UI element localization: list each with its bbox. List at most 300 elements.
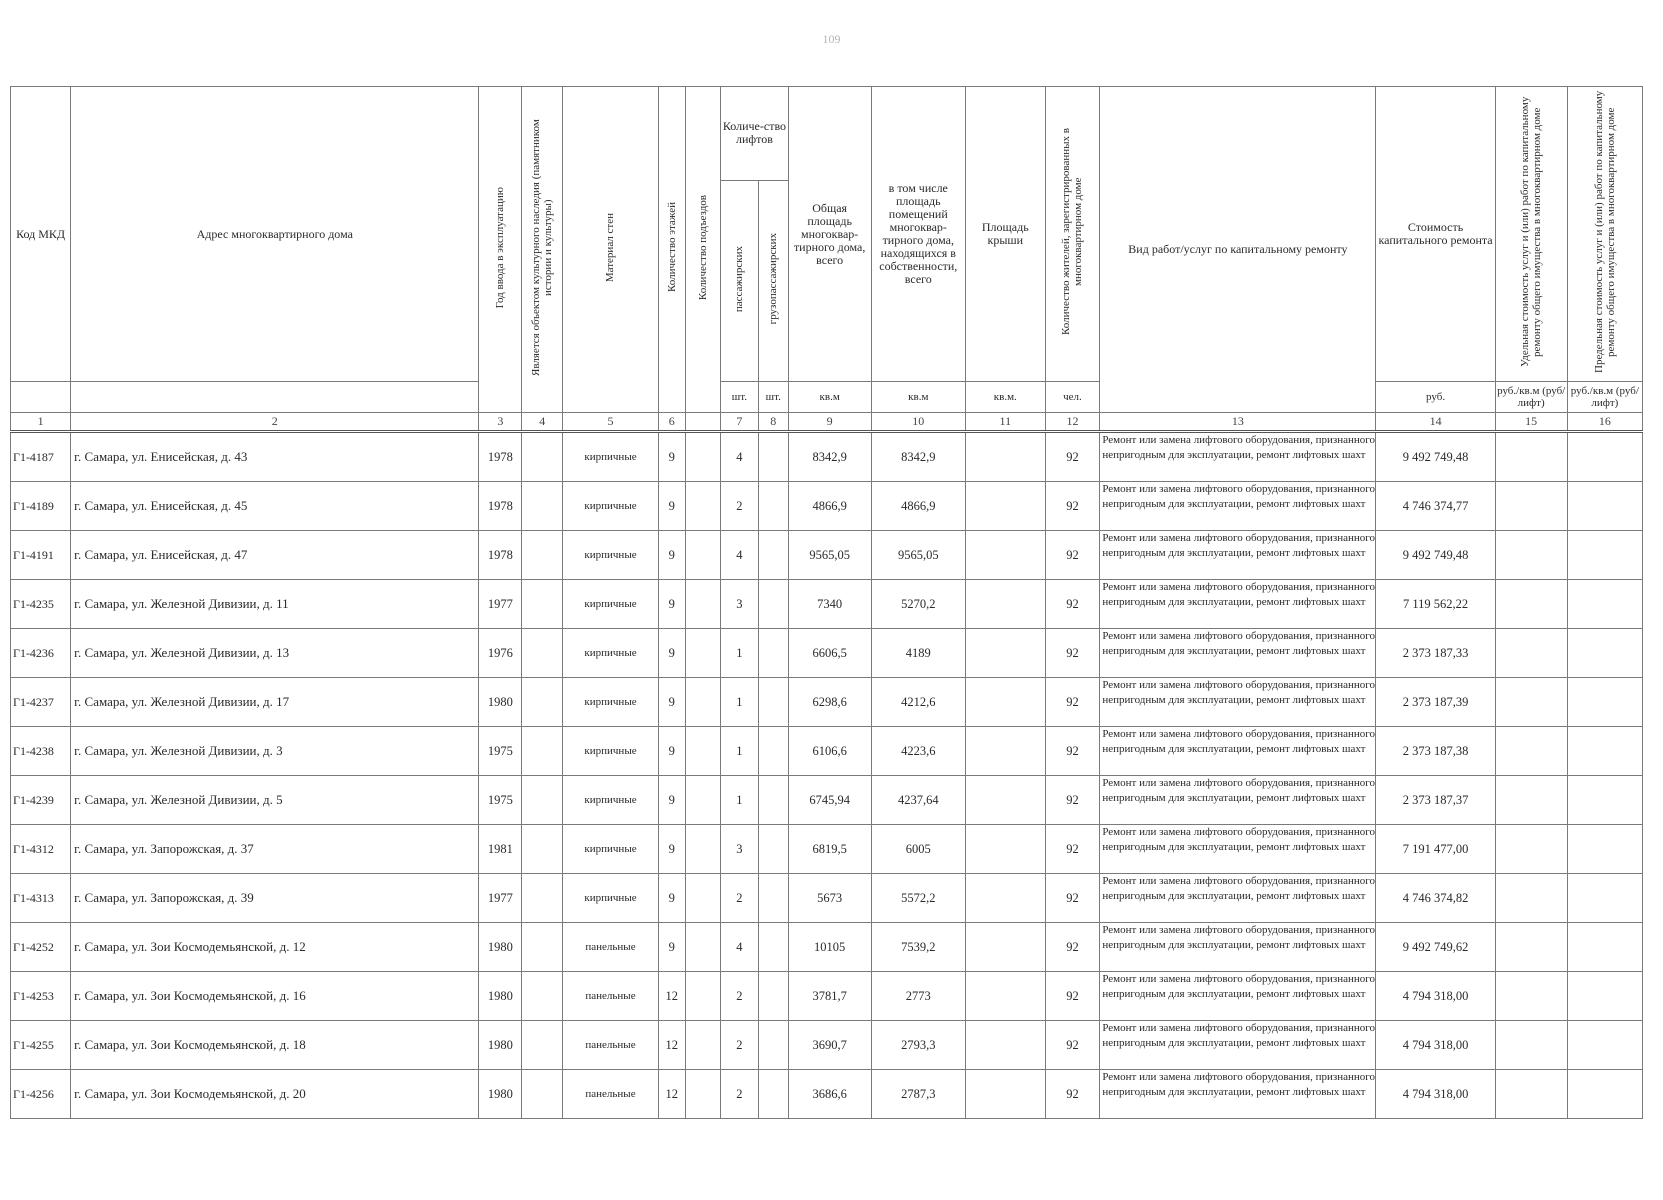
unit-total-area: кв.м [788, 382, 871, 413]
row-lifts-passenger: 2 [721, 972, 759, 1021]
table-row [11, 629, 1643, 678]
row-residents: 92 [1045, 874, 1100, 923]
row-cost: 4 794 318,00 [1376, 1070, 1495, 1119]
row-heritage [522, 432, 563, 482]
row-owned-area: 2787,3 [871, 1070, 966, 1119]
row-heritage [522, 1021, 563, 1070]
colnum: 5 [563, 413, 659, 432]
header-passenger-text: пассажирских [733, 245, 746, 312]
row-lifts-freight [758, 825, 788, 874]
table-row [11, 432, 1643, 482]
row-lifts-passenger: 2 [721, 482, 759, 531]
unit-empty [11, 382, 71, 413]
row-roof-area [966, 531, 1046, 580]
row-year: 1980 [479, 923, 522, 972]
row-material: кирпичные [563, 629, 659, 678]
row-owned-area: 9565,05 [871, 531, 966, 580]
row-entrances [685, 874, 720, 923]
row-address: г. Самара, ул. Зои Космодемьянской, д. 18 [71, 1021, 479, 1070]
row-heritage [522, 678, 563, 727]
row-material: кирпичные [563, 727, 659, 776]
row-floors: 9 [658, 629, 685, 678]
row-year: 1975 [479, 727, 522, 776]
row-work: Ремонт или замена лифтового оборудования, признанного непригодным для эксплуатации, ремонт лифтовых шахт [1100, 923, 1376, 972]
colnum: 9 [788, 413, 871, 432]
table-row [11, 923, 1643, 972]
unit-lifts-passenger: шт. [721, 382, 759, 413]
row-floors: 9 [658, 825, 685, 874]
row-unit-cost [1495, 629, 1567, 678]
table-header [11, 87, 1643, 432]
row-cost: 9 492 749,48 [1376, 432, 1495, 482]
colnum: 16 [1567, 413, 1642, 432]
row-lifts-passenger: 4 [721, 531, 759, 580]
header-work: Вид работ/услуг по капитальному ремонту [1100, 87, 1376, 413]
row-owned-area: 4866,9 [871, 482, 966, 531]
row-floors: 9 [658, 432, 685, 482]
colnum: 4 [522, 413, 563, 432]
row-code: Г1-4238 [11, 727, 71, 776]
row-address: г. Самара, ул. Зои Космодемьянской, д. 12 [71, 923, 479, 972]
row-year: 1975 [479, 776, 522, 825]
row-lifts-freight [758, 776, 788, 825]
row-lifts-freight [758, 923, 788, 972]
row-floors: 9 [658, 727, 685, 776]
row-owned-area: 4212,6 [871, 678, 966, 727]
row-year: 1980 [479, 972, 522, 1021]
row-total-area: 3690,7 [788, 1021, 871, 1070]
row-lifts-freight [758, 432, 788, 482]
row-heritage [522, 776, 563, 825]
row-cost: 9 492 749,62 [1376, 923, 1495, 972]
row-total-area: 3781,7 [788, 972, 871, 1021]
header-entrances [685, 87, 720, 413]
row-max-cost [1567, 678, 1642, 727]
row-work: Ремонт или замена лифтового оборудования, признанного непригодным для эксплуатации, ремонт лифтовых шахт [1100, 1070, 1376, 1119]
row-heritage [522, 727, 563, 776]
row-owned-area: 2793,3 [871, 1021, 966, 1070]
row-work: Ремонт или замена лифтового оборудования, признанного непригодным для эксплуатации, ремонт лифтовых шахт [1100, 482, 1376, 531]
row-address: г. Самара, ул. Железной Дивизии, д. 11 [71, 580, 479, 629]
row-entrances [685, 1021, 720, 1070]
header-residents [1045, 87, 1100, 382]
column-numbers-row [11, 413, 1643, 432]
colnum: 6 [658, 413, 685, 432]
row-address: г. Самара, ул. Енисейская, д. 45 [71, 482, 479, 531]
header-floors-text: Количество этажей [665, 202, 678, 293]
row-heritage [522, 531, 563, 580]
row-heritage [522, 629, 563, 678]
row-floors: 9 [658, 923, 685, 972]
row-residents: 92 [1045, 629, 1100, 678]
row-max-cost [1567, 1021, 1642, 1070]
colnum: 12 [1045, 413, 1100, 432]
colnum [685, 413, 720, 432]
unit-roof-area: кв.м. [966, 382, 1046, 413]
row-address: г. Самара, ул. Запорожская, д. 39 [71, 874, 479, 923]
row-max-cost [1567, 727, 1642, 776]
header-unit-cost-text: Удельная стоимость услуг и (или) работ по капитальному ремонту общего имущества в многоквартирном доме [1519, 96, 1544, 368]
row-entrances [685, 629, 720, 678]
row-owned-area: 2773 [871, 972, 966, 1021]
row-material: панельные [563, 1021, 659, 1070]
row-lifts-freight [758, 1021, 788, 1070]
row-cost: 4 746 374,77 [1376, 482, 1495, 531]
row-cost: 7 191 477,00 [1376, 825, 1495, 874]
row-cost: 4 794 318,00 [1376, 972, 1495, 1021]
row-entrances [685, 432, 720, 482]
row-residents: 92 [1045, 727, 1100, 776]
row-floors: 9 [658, 874, 685, 923]
header-freight-text: грузопассажирских [767, 233, 780, 325]
row-work: Ремонт или замена лифтового оборудования, признанного непригодным для эксплуатации, ремонт лифтовых шахт [1100, 432, 1376, 482]
row-lifts-passenger: 2 [721, 1070, 759, 1119]
row-material: кирпичные [563, 825, 659, 874]
row-lifts-passenger: 1 [721, 776, 759, 825]
row-entrances [685, 776, 720, 825]
row-residents: 92 [1045, 923, 1100, 972]
row-total-area: 6745,94 [788, 776, 871, 825]
row-heritage [522, 972, 563, 1021]
row-lifts-passenger: 3 [721, 580, 759, 629]
header-address: Адрес многоквартирного дома [71, 87, 479, 382]
row-floors: 9 [658, 531, 685, 580]
colnum: 14 [1376, 413, 1495, 432]
row-year: 1978 [479, 531, 522, 580]
colnum: 10 [871, 413, 966, 432]
row-total-area: 6606,5 [788, 629, 871, 678]
header-max-cost [1567, 87, 1642, 382]
header-unit-cost [1495, 87, 1567, 382]
colnum: 3 [479, 413, 522, 432]
units-row [11, 382, 1643, 413]
row-heritage [522, 874, 563, 923]
row-total-area: 5673 [788, 874, 871, 923]
row-material: кирпичные [563, 531, 659, 580]
row-total-area: 3686,6 [788, 1070, 871, 1119]
table-row [11, 874, 1643, 923]
row-max-cost [1567, 1070, 1642, 1119]
row-entrances [685, 580, 720, 629]
row-cost: 2 373 187,37 [1376, 776, 1495, 825]
colnum: 15 [1495, 413, 1567, 432]
row-residents: 92 [1045, 482, 1100, 531]
row-year: 1976 [479, 629, 522, 678]
row-cost: 9 492 749,48 [1376, 531, 1495, 580]
header-heritage-text: Является объектом культурного наследия (памятником истории и культуры) [530, 119, 555, 376]
row-year: 1981 [479, 825, 522, 874]
row-year: 1978 [479, 432, 522, 482]
row-code: Г1-4253 [11, 972, 71, 1021]
row-lifts-freight [758, 972, 788, 1021]
row-lifts-passenger: 3 [721, 825, 759, 874]
row-residents: 92 [1045, 432, 1100, 482]
header-entrances-text: Количество подъездов [696, 194, 709, 301]
header-residents-text: Количество жителей, зарегистрированных в многоквартирном доме [1060, 128, 1085, 336]
table-row [11, 482, 1643, 531]
row-roof-area [966, 482, 1046, 531]
row-unit-cost [1495, 825, 1567, 874]
row-residents: 92 [1045, 776, 1100, 825]
colnum: 2 [71, 413, 479, 432]
table-row [11, 580, 1643, 629]
header-max-cost-text: Предельная стоимость услуг и (или) работ по капитальному ремонту общего имущества в многоквартирном доме [1592, 90, 1617, 374]
row-entrances [685, 825, 720, 874]
unit-lifts-freight: шт. [758, 382, 788, 413]
row-material: кирпичные [563, 678, 659, 727]
row-floors: 9 [658, 580, 685, 629]
row-max-cost [1567, 874, 1642, 923]
row-unit-cost [1495, 727, 1567, 776]
row-address: г. Самара, ул. Железной Дивизии, д. 13 [71, 629, 479, 678]
row-year: 1978 [479, 482, 522, 531]
row-code: Г1-4187 [11, 432, 71, 482]
row-code: Г1-4313 [11, 874, 71, 923]
row-lifts-freight [758, 629, 788, 678]
row-lifts-freight [758, 874, 788, 923]
row-roof-area [966, 1070, 1046, 1119]
header-code: Код МКД [11, 87, 71, 382]
row-address: г. Самара, ул. Зои Космодемьянской, д. 20 [71, 1070, 479, 1119]
row-work: Ремонт или замена лифтового оборудования, признанного непригодным для эксплуатации, ремонт лифтовых шахт [1100, 678, 1376, 727]
row-owned-area: 6005 [871, 825, 966, 874]
row-lifts-freight [758, 580, 788, 629]
row-max-cost [1567, 972, 1642, 1021]
row-residents: 92 [1045, 1021, 1100, 1070]
row-code: Г1-4256 [11, 1070, 71, 1119]
row-owned-area: 4237,64 [871, 776, 966, 825]
table-row [11, 1021, 1643, 1070]
row-unit-cost [1495, 482, 1567, 531]
row-lifts-freight [758, 482, 788, 531]
row-work: Ремонт или замена лифтового оборудования, признанного непригодным для эксплуатации, ремонт лифтовых шахт [1100, 825, 1376, 874]
row-total-area: 4866,9 [788, 482, 871, 531]
table-row [11, 727, 1643, 776]
colnum: 11 [966, 413, 1046, 432]
colnum: 13 [1100, 413, 1376, 432]
row-entrances [685, 678, 720, 727]
row-floors: 9 [658, 482, 685, 531]
row-floors: 9 [658, 678, 685, 727]
row-lifts-freight [758, 531, 788, 580]
row-owned-area: 8342,9 [871, 432, 966, 482]
header-owned-area: в том числе площадь помещений многоквар-тирного дома, находящихся в собственности, всего [871, 87, 966, 382]
unit-empty [71, 382, 479, 413]
row-material: кирпичные [563, 874, 659, 923]
row-work: Ремонт или замена лифтового оборудования, признанного непригодным для эксплуатации, ремонт лифтовых шахт [1100, 776, 1376, 825]
header-year-text: Год ввода в эксплуатацию [494, 186, 507, 309]
row-year: 1977 [479, 580, 522, 629]
unit-residents: чел. [1045, 382, 1100, 413]
unit-owned-area: кв.м [871, 382, 966, 413]
row-total-area: 10105 [788, 923, 871, 972]
unit-max-cost: руб./кв.м (руб/лифт) [1567, 382, 1642, 413]
row-owned-area: 4189 [871, 629, 966, 678]
row-unit-cost [1495, 1021, 1567, 1070]
row-max-cost [1567, 923, 1642, 972]
row-address: г. Самара, ул. Железной Дивизии, д. 17 [71, 678, 479, 727]
row-residents: 92 [1045, 580, 1100, 629]
row-lifts-passenger: 1 [721, 629, 759, 678]
row-work: Ремонт или замена лифтового оборудования, признанного непригодным для эксплуатации, ремонт лифтовых шахт [1100, 1021, 1376, 1070]
row-address: г. Самара, ул. Запорожская, д. 37 [71, 825, 479, 874]
row-work: Ремонт или замена лифтового оборудования, признанного непригодным для эксплуатации, ремонт лифтовых шахт [1100, 580, 1376, 629]
row-lifts-passenger: 4 [721, 432, 759, 482]
row-roof-area [966, 629, 1046, 678]
row-total-area: 6106,6 [788, 727, 871, 776]
row-roof-area [966, 825, 1046, 874]
row-unit-cost [1495, 874, 1567, 923]
row-work: Ремонт или замена лифтового оборудования, признанного непригодным для эксплуатации, ремонт лифтовых шахт [1100, 972, 1376, 1021]
row-address: г. Самара, ул. Зои Космодемьянской, д. 16 [71, 972, 479, 1021]
colnum: 7 [721, 413, 759, 432]
row-lifts-passenger: 2 [721, 874, 759, 923]
row-code: Г1-4255 [11, 1021, 71, 1070]
row-lifts-freight [758, 1070, 788, 1119]
row-work: Ремонт или замена лифтового оборудования, признанного непригодным для эксплуатации, ремонт лифтовых шахт [1100, 727, 1376, 776]
table-row [11, 972, 1643, 1021]
row-code: Г1-4236 [11, 629, 71, 678]
row-max-cost [1567, 432, 1642, 482]
row-total-area: 9565,05 [788, 531, 871, 580]
colnum: 1 [11, 413, 71, 432]
row-roof-area [966, 580, 1046, 629]
row-unit-cost [1495, 1070, 1567, 1119]
unit-unit-cost: руб./кв.м (руб/лифт) [1495, 382, 1567, 413]
row-cost: 2 373 187,33 [1376, 629, 1495, 678]
row-entrances [685, 1070, 720, 1119]
header-heritage [522, 87, 563, 413]
row-owned-area: 4223,6 [871, 727, 966, 776]
row-roof-area [966, 972, 1046, 1021]
row-total-area: 7340 [788, 580, 871, 629]
header-cost: Стоимость капитального ремонта [1376, 87, 1495, 382]
row-code: Г1-4252 [11, 923, 71, 972]
row-residents: 92 [1045, 531, 1100, 580]
row-cost: 7 119 562,22 [1376, 580, 1495, 629]
row-unit-cost [1495, 776, 1567, 825]
row-year: 1980 [479, 678, 522, 727]
row-address: г. Самара, ул. Енисейская, д. 47 [71, 531, 479, 580]
header-roof-area: Площадь крыши [966, 87, 1046, 382]
row-cost: 4 746 374,82 [1376, 874, 1495, 923]
row-address: г. Самара, ул. Железной Дивизии, д. 3 [71, 727, 479, 776]
table-row [11, 1070, 1643, 1119]
row-floors: 12 [658, 972, 685, 1021]
row-year: 1980 [479, 1070, 522, 1119]
row-owned-area: 7539,2 [871, 923, 966, 972]
row-roof-area [966, 923, 1046, 972]
row-material: панельные [563, 1070, 659, 1119]
row-max-cost [1567, 629, 1642, 678]
row-entrances [685, 482, 720, 531]
row-material: панельные [563, 972, 659, 1021]
row-code: Г1-4235 [11, 580, 71, 629]
row-cost: 4 794 318,00 [1376, 1021, 1495, 1070]
row-lifts-freight [758, 678, 788, 727]
row-floors: 12 [658, 1070, 685, 1119]
table-row [11, 678, 1643, 727]
header-floors [658, 87, 685, 413]
row-unit-cost [1495, 972, 1567, 1021]
row-cost: 2 373 187,39 [1376, 678, 1495, 727]
row-residents: 92 [1045, 825, 1100, 874]
row-work: Ремонт или замена лифтового оборудования, признанного непригодным для эксплуатации, ремонт лифтовых шахт [1100, 629, 1376, 678]
row-material: кирпичные [563, 482, 659, 531]
row-entrances [685, 923, 720, 972]
header-passenger-lifts [721, 180, 759, 381]
row-unit-cost [1495, 678, 1567, 727]
row-lifts-passenger: 1 [721, 727, 759, 776]
row-residents: 92 [1045, 972, 1100, 1021]
row-code: Г1-4312 [11, 825, 71, 874]
row-heritage [522, 580, 563, 629]
row-entrances [685, 972, 720, 1021]
row-total-area: 6819,5 [788, 825, 871, 874]
row-unit-cost [1495, 432, 1567, 482]
row-lifts-freight [758, 727, 788, 776]
row-roof-area [966, 727, 1046, 776]
unit-cost: руб. [1376, 382, 1495, 413]
row-unit-cost [1495, 531, 1567, 580]
row-heritage [522, 482, 563, 531]
row-entrances [685, 727, 720, 776]
row-code: Г1-4191 [11, 531, 71, 580]
row-lifts-passenger: 1 [721, 678, 759, 727]
row-material: кирпичные [563, 776, 659, 825]
row-lifts-passenger: 2 [721, 1021, 759, 1070]
row-floors: 9 [658, 776, 685, 825]
row-total-area: 6298,6 [788, 678, 871, 727]
row-work: Ремонт или замена лифтового оборудования, признанного непригодным для эксплуатации, ремонт лифтовых шахт [1100, 874, 1376, 923]
header-material [563, 87, 659, 413]
header-freight-lifts [758, 180, 788, 381]
row-year: 1977 [479, 874, 522, 923]
row-year: 1980 [479, 1021, 522, 1070]
row-entrances [685, 531, 720, 580]
row-heritage [522, 923, 563, 972]
row-owned-area: 5270,2 [871, 580, 966, 629]
row-max-cost [1567, 825, 1642, 874]
row-work: Ремонт или замена лифтового оборудования, признанного непригодным для эксплуатации, ремонт лифтовых шахт [1100, 531, 1376, 580]
table-row [11, 825, 1643, 874]
header-material-text: Материал стен [604, 212, 617, 283]
table-row [11, 776, 1643, 825]
row-material: кирпичные [563, 432, 659, 482]
row-roof-area [966, 874, 1046, 923]
row-cost: 2 373 187,38 [1376, 727, 1495, 776]
row-max-cost [1567, 482, 1642, 531]
row-code: Г1-4239 [11, 776, 71, 825]
table-body [11, 432, 1643, 1119]
row-max-cost [1567, 531, 1642, 580]
colnum: 8 [758, 413, 788, 432]
row-code: Г1-4237 [11, 678, 71, 727]
row-address: г. Самара, ул. Железной Дивизии, д. 5 [71, 776, 479, 825]
row-material: кирпичные [563, 580, 659, 629]
table-row [11, 531, 1643, 580]
capital-repair-table [10, 86, 1643, 1119]
row-unit-cost [1495, 923, 1567, 972]
page-number: 109 [822, 32, 841, 46]
header-year [479, 87, 522, 413]
row-max-cost [1567, 776, 1642, 825]
row-heritage [522, 825, 563, 874]
row-owned-area: 5572,2 [871, 874, 966, 923]
header-total-area: Общая площадь многоквар-тирного дома, всего [788, 87, 871, 382]
row-max-cost [1567, 580, 1642, 629]
row-roof-area [966, 432, 1046, 482]
